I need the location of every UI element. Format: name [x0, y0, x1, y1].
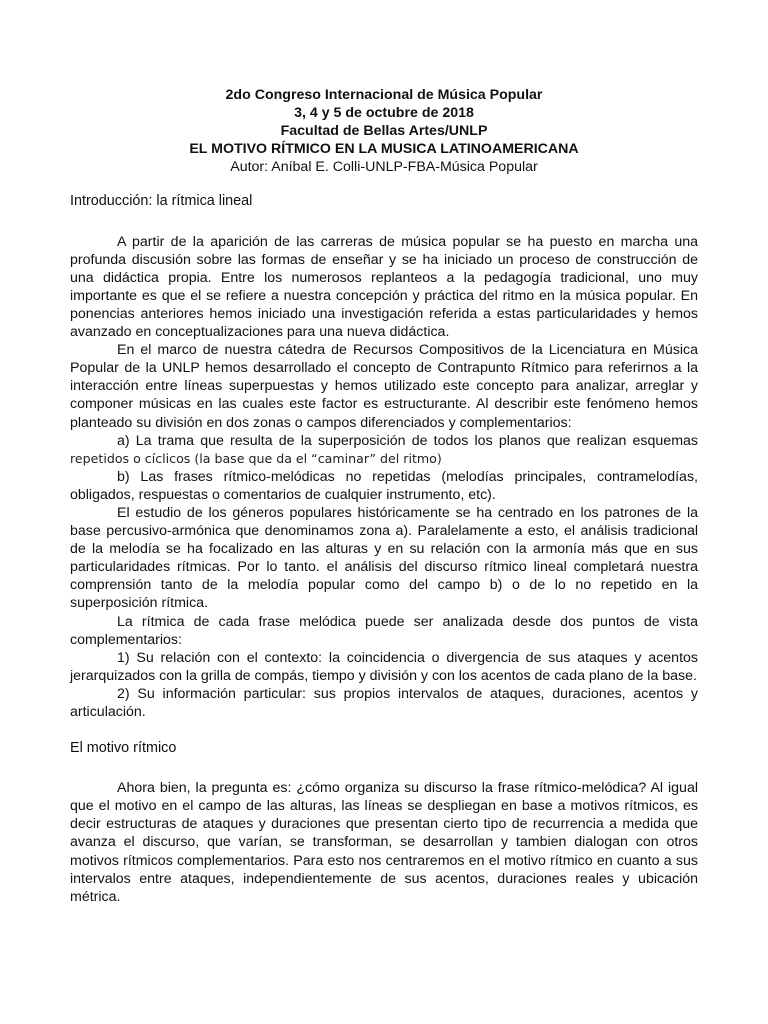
section-heading-intro: Introducción: la rítmica lineal — [70, 193, 253, 210]
list-item-a-main: a) La trama que resulta de la superposición de todos los planos que realizan esquemas — [117, 432, 698, 449]
congress-dates: 3, 4 y 5 de octubre de 2018 — [294, 105, 474, 122]
document-page — [70, 86, 698, 906]
paper-author: Autor: Aníbal E. Colli-UNLP-FBA-Música Popular — [230, 159, 538, 176]
paragraph-intro-2: En el marco de nuestra cátedra de Recursos Compositivos de la Licenciatura en Música Popular de la UNLP hemos desarrollado el concepto de Contrapunto Rítmico para referirnos a la interacción entre líneas superpuestas y hemos utilizado este concepto para analizar, arreglar y componer músicas en las cuales este factor es estructurante. Al describir este fenómeno hemos planteado su división en dos zonas o campos diferenciados y complementarios: — [70, 342, 698, 431]
list-item-b: b) Las frases rítmico-melódicas no repetidas (melodías principales, contramelodías, obligados, respuestas o comentarios de cualquier instrumento, etc). — [70, 468, 698, 503]
paragraph-intro-4: La rítmica de cada frase melódica puede ser analizada desde dos puntos de vista complementarios: — [70, 613, 698, 648]
congress-title: 2do Congreso Internacional de Música Popular — [225, 87, 543, 103]
paragraph-intro-1: A partir de la aparición de las carreras de música popular se ha puesto en marcha una profunda discusión sobre las formas de enseñar y se ha iniciado un proceso de construcción de una didáctica propia. Entre los numerosos replanteos a la pedagogía tradicional, uno muy importante es que el se refiere a nuestra concepción y práctica del ritmo en la música popular. En ponencias anteriores hemos iniciado una investigación referida a estas particularidades y hemos avanzado en conceptualizaciones para una nueva didáctica. — [70, 233, 698, 341]
paragraph-intro-3: El estudio de los géneros populares históricamente se ha centrado en los patrones de la base percusivo-armónica que denominamos zona a). Paralelamente a esto, el análisis tradicional de la melodía se ha focalizado en las alturas y en su relación con la armonía más que en sus particularidades rítmicas. Por lo tanto. el análisis del discurso rítmico lineal completará nuestra comprensión tanto de la melodía popular como del campo b) o de lo no repetido en la superposición rítmica. — [70, 504, 698, 612]
document-header — [70, 86, 698, 176]
list-item-a-tail: repetidos o cíclicos (la base que da el “caminar” del ritmo) — [70, 450, 442, 466]
faculty-name: Facultad de Bellas Artes/UNLP — [280, 123, 488, 140]
list-item-1: 1) Su relación con el contexto: la coincidencia o divergencia de sus ataques y acentos jerarquizados con la grilla de compás, tiempo y división y con los acentos de cada plano de la base. — [70, 649, 698, 684]
list-item-2: 2) Su información particular: sus propios intervalos de ataques, duraciones, acentos y articulación. — [70, 685, 698, 720]
section-heading-motivo: El motivo rítmico — [70, 740, 177, 757]
paragraph-motivo-1: Ahora bien, la pregunta es: ¿cómo organiza su discurso la frase rítmico-melódica? Al igual que el motivo en el campo de las alturas, las líneas se despliegan en base a motivos rítmicos, es decir estructuras de ataques y duraciones que presentan cierto tipo de recurrencia a medida que avanza el discurso, que varían, se transforman, se desarrollan y tambien dialogan con otros motivos rítmicos complementarios. Para esto nos centraremos en el motivo rítmico en cuanto a sus intervalos entre ataques, independientemente de sus acentos, duraciones reales y ubicación métrica. — [70, 780, 698, 905]
paper-title: EL MOTIVO RÍTMICO EN LA MUSICA LATINOAMERICANA — [189, 141, 579, 158]
list-item-a — [70, 432, 698, 468]
